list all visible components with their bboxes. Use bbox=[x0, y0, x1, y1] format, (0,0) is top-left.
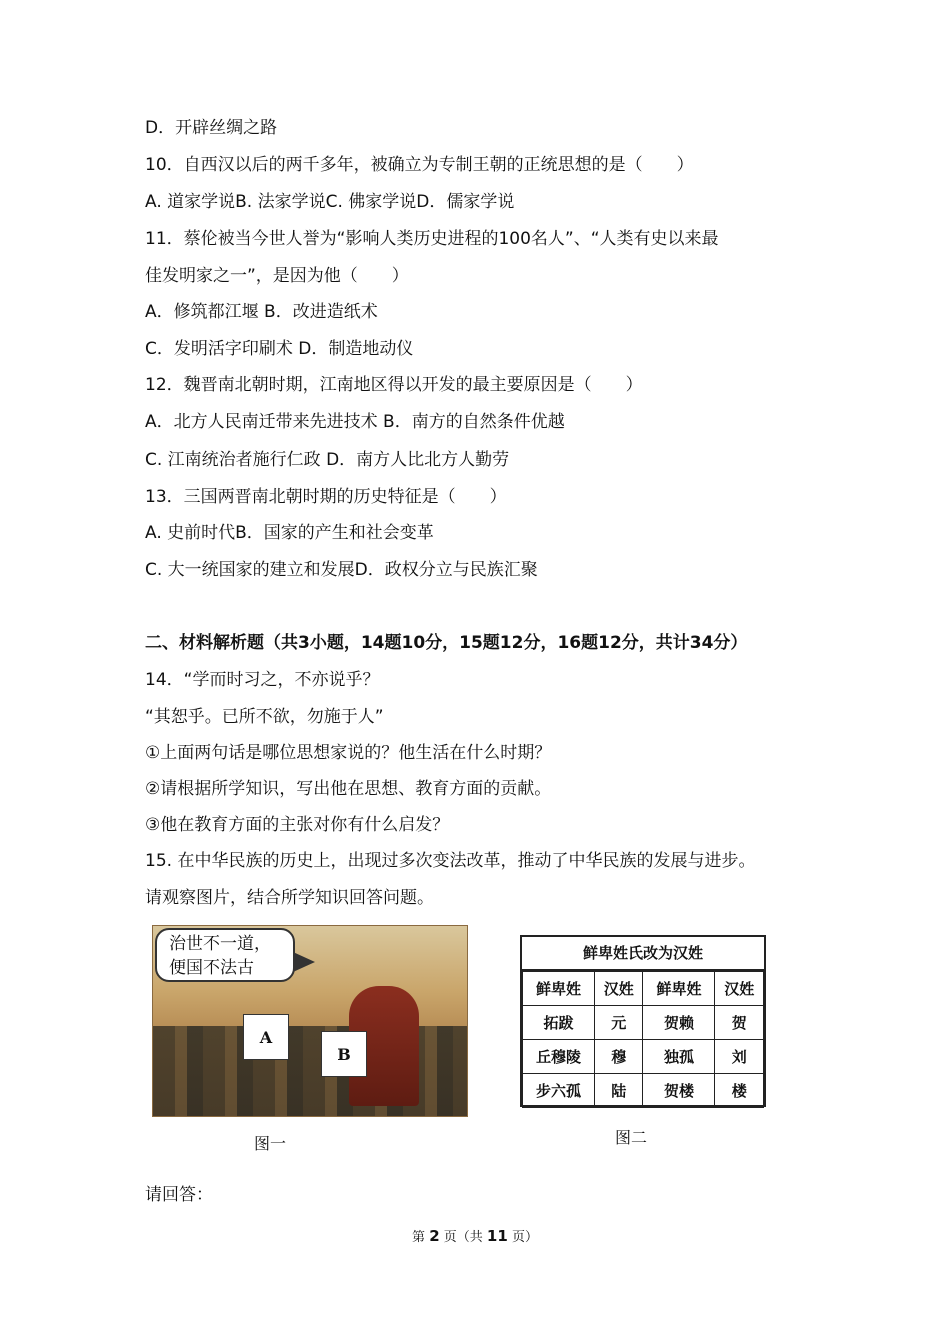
table-cell: 贺 bbox=[715, 1006, 764, 1040]
question-15: 15. 在中华民族的历史上，出现过多次变法改革，推动了中华民族的发展与进步。 bbox=[145, 851, 756, 871]
table-row bbox=[523, 1040, 764, 1074]
table-header-row bbox=[523, 972, 764, 1006]
question-11-cont: 佳发明家之一”，是因为他（ ） bbox=[145, 266, 409, 286]
table-header-cell: 汉姓 bbox=[715, 972, 764, 1006]
figure-2-caption: 图二 bbox=[615, 1128, 648, 1147]
table-cell: 穆 bbox=[594, 1040, 643, 1074]
footer-middle: 页（共 bbox=[443, 1230, 483, 1245]
table-cell: 刘 bbox=[715, 1040, 764, 1074]
table-header-cell: 鲜卑姓 bbox=[643, 972, 715, 1006]
speech-bubble bbox=[155, 928, 295, 982]
label-a: A bbox=[243, 1014, 289, 1060]
quote-line: “其恕乎。已所不欲，勿施于人” bbox=[145, 707, 384, 727]
table-cell: 元 bbox=[594, 1006, 643, 1040]
table-title: 鲜卑姓氏改为汉姓 bbox=[522, 937, 764, 971]
speech-line: 便国不法古 bbox=[169, 958, 254, 978]
figure-1-illustration bbox=[152, 925, 468, 1117]
page-number: 2 bbox=[429, 1227, 440, 1245]
option-line: D．开辟丝绸之路 bbox=[145, 118, 278, 138]
question-13: 13．三国两晋南北朝时期的历史特征是（ ） bbox=[145, 487, 507, 507]
total-pages: 11 bbox=[486, 1227, 508, 1245]
table-header-cell: 鲜卑姓 bbox=[523, 972, 595, 1006]
question-14: 14．“学而时习之，不亦说乎？ bbox=[145, 670, 380, 690]
sub-question: ①上面两句话是哪位思想家说的？他生活在什么时期？ bbox=[145, 743, 552, 763]
surname-table bbox=[522, 971, 764, 1108]
question-12: 12．魏晋南北朝时期，江南地区得以开发的最主要原因是（ ） bbox=[145, 375, 643, 395]
table-cell: 楼 bbox=[715, 1074, 764, 1108]
option-line: A. 史前时代B．国家的产生和社会变革 bbox=[145, 523, 434, 543]
option-line: C. 大一统国家的建立和发展D．政权分立与民族汇聚 bbox=[145, 560, 538, 580]
footer-prefix: 第 bbox=[412, 1230, 426, 1245]
table-cell: 贺楼 bbox=[643, 1074, 715, 1108]
footer-suffix: 页） bbox=[511, 1230, 538, 1245]
option-line: C. 江南统治者施行仁政 D．南方人比北方人勤劳 bbox=[145, 450, 510, 470]
question-10: 10．自西汉以后的两千多年，被确立为专制王朝的正统思想的是（ ） bbox=[145, 155, 694, 175]
table-row bbox=[523, 1006, 764, 1040]
table-row bbox=[523, 1074, 764, 1108]
option-line: A. 道家学说B. 法家学说C. 佛家学说D．儒家学说 bbox=[145, 192, 515, 212]
figure-1-caption: 图一 bbox=[254, 1134, 287, 1153]
table-cell: 步六孤 bbox=[523, 1074, 595, 1108]
speech-line: 治世不一道， bbox=[169, 934, 271, 954]
table-cell: 独孤 bbox=[643, 1040, 715, 1074]
table-cell: 拓跋 bbox=[523, 1006, 595, 1040]
crowd-illustration bbox=[153, 1026, 467, 1116]
question-11: 11．蔡伦被当今世人誉为“影响人类历史进程的100名人”、“人类有史以来最 bbox=[145, 229, 719, 249]
answer-prompt: 请回答： bbox=[145, 1185, 213, 1205]
table-cell: 陆 bbox=[594, 1074, 643, 1108]
option-line: C．发明活字印刷术 D．制造地动仪 bbox=[145, 339, 414, 359]
figure-2-table bbox=[520, 935, 766, 1107]
table-header-cell: 汉姓 bbox=[594, 972, 643, 1006]
option-line: A．修筑都江堰 B．改进造纸术 bbox=[145, 302, 378, 322]
question-15-cont: 请观察图片，结合所学知识回答问题。 bbox=[145, 888, 434, 908]
label-b: B bbox=[321, 1031, 367, 1077]
table-cell: 丘穆陵 bbox=[523, 1040, 595, 1074]
option-line: A．北方人民南迁带来先进技术 B．南方的自然条件优越 bbox=[145, 412, 565, 432]
table-cell: 贺赖 bbox=[643, 1006, 715, 1040]
section-heading: 二、材料解析题（共3小题，14题10分，15题12分，16题12分，共计34分） bbox=[145, 633, 748, 653]
sub-question: ③他在教育方面的主张对你有什么启发？ bbox=[145, 815, 450, 835]
page-footer bbox=[0, 1226, 950, 1245]
speech-bubble-tail bbox=[293, 952, 315, 972]
sub-question: ②请根据所学知识，写出他在思想、教育方面的贡献。 bbox=[145, 779, 552, 799]
